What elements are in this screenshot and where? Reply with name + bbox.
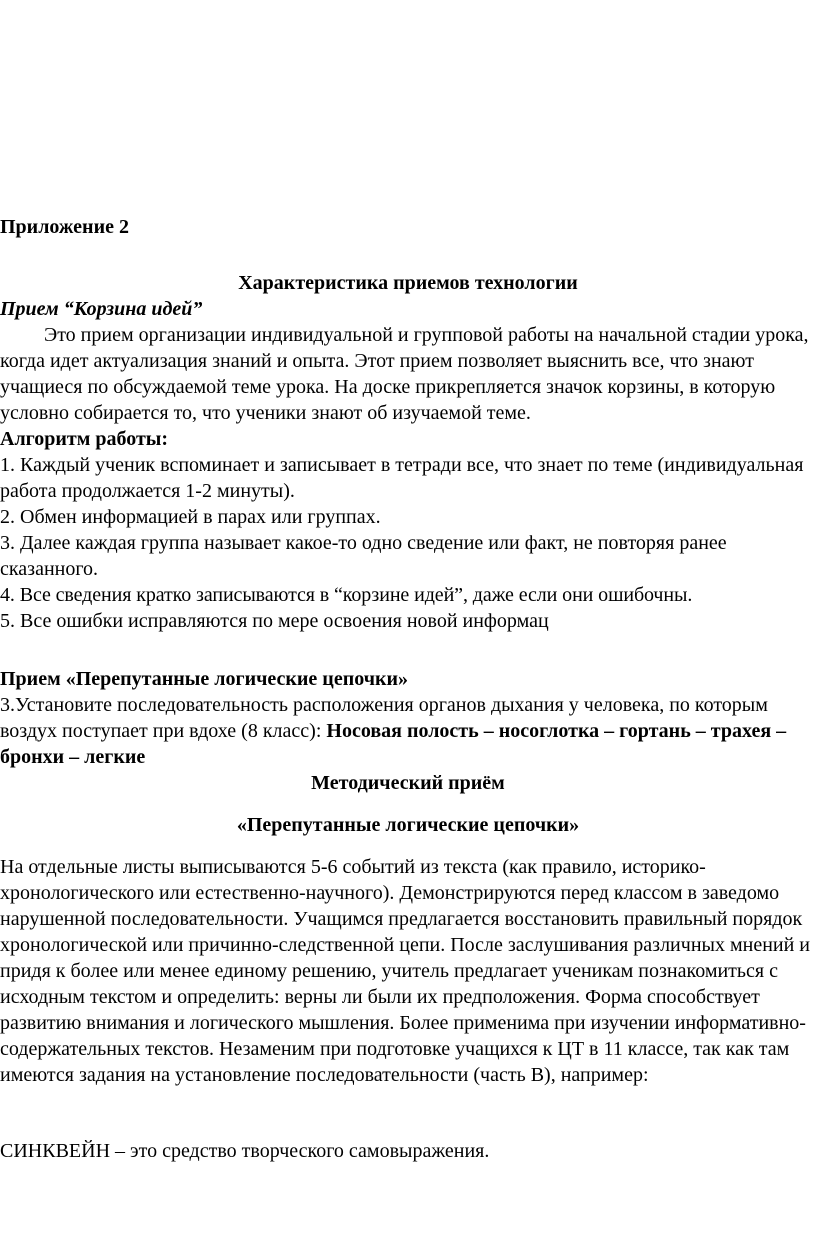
spacer <box>0 1088 816 1138</box>
document-page <box>0 214 816 1164</box>
algorithm-title: Алгоритм работы: <box>0 428 169 450</box>
technique2-title: Прием «Перепутанные логические цепочки» <box>0 668 409 690</box>
appendix-title: Приложение 2 <box>0 216 129 238</box>
spacer <box>0 240 816 266</box>
task-text: 3.Установите последовательность расположения органов дыхания у человека, по которым воздух поступает при вдохе (8 класс): <box>0 694 768 742</box>
task-paragraph <box>0 692 816 770</box>
method-heading: Методический приём <box>311 772 505 794</box>
algorithm-step-4: 4. Все сведения кратко записываются в “корзине идей”, даже если они ошибочны. <box>0 584 693 606</box>
algorithm-step-2: 2. Обмен информацией в парах или группах. <box>0 506 381 528</box>
algorithm-step-5: 5. Все ошибки исправляются по мере освоения новой информац <box>0 610 549 632</box>
spacer <box>0 796 816 812</box>
algorithm-step-3: 3. Далее каждая группа называет какое-то одно сведение или факт, не повторяя ранее сказанного. <box>0 532 727 580</box>
method-name: «Перепутанные логические цепочки» <box>236 814 580 836</box>
technique1-description: Это прием организации индивидуальной и групповой работы на начальной стадии урока, когда идет актуализация знаний и опыта. Этот прием позволяет выяснить все, что знают учащиеся по обсуждаемой теме урока. На доске прикрепляется значок корзины, в которую условно собирается то, что ученики знают об изучаемой теме. <box>0 324 809 424</box>
algorithm-step-1: 1. Каждый ученик вспоминает и записывает в тетради все, что знает по теме (индивидуальная работа продолжается 1-2 минуты). <box>0 454 804 502</box>
section-title: Характеристика приемов технологии <box>238 272 578 294</box>
sinkwine-text: СИНКВЕЙН – это средство творческого самовыражения. <box>0 1140 490 1162</box>
task-answer: Носовая полость – носоглотка – гортань – трахея – бронхи – легкие <box>0 720 787 768</box>
technique1-title: Прием “Корзина идей” <box>0 298 203 320</box>
spacer <box>0 634 816 666</box>
method-description: На отдельные листы выписываются 5-6 событий из текста (как правило, историко-хронологического или естественно-научного). Демонстрируются перед классом в заведомо нарушенной последовательности. Учащимся предлагается восстановить правильный порядок хронологической или причинно-следственной цепи. После заслушивания различных мнений и придя к более или менее единому решению, учитель предлагает ученикам познакомиться с исходным текстом и определить: верны ли были их предположения. Форма способствует развитию внимания и логического мышления. Более применима при изучении информативно-содержательных текстов. Незаменим при подготовке учащихся к ЦТ в 11 классе, так как там имеются задания на установление последовательности (часть В), например: <box>0 856 811 1086</box>
spacer <box>0 838 816 854</box>
